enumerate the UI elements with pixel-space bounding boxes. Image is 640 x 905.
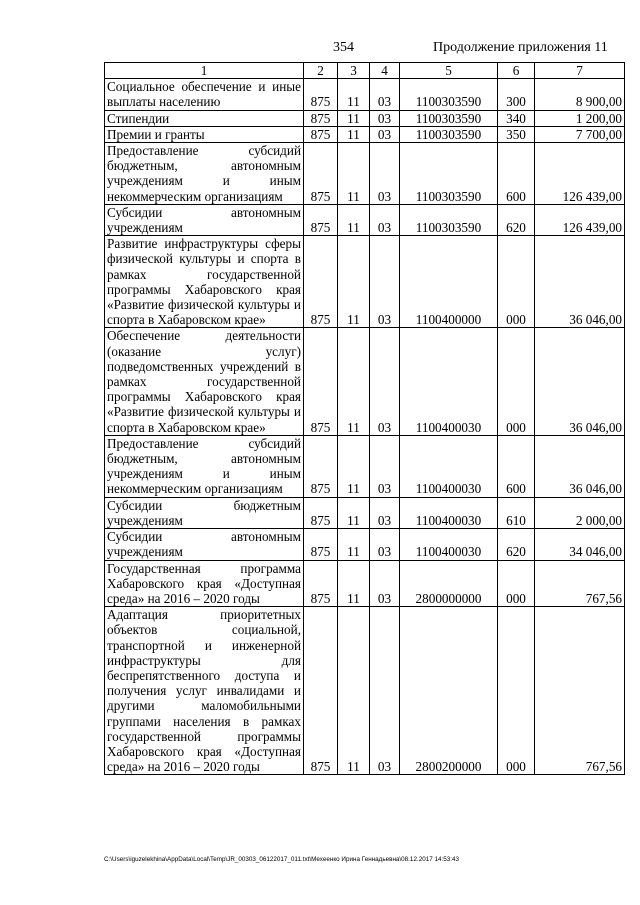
cell-amount: 34 046,00 <box>535 529 625 560</box>
cell-target-article: 1100400030 <box>400 328 498 435</box>
budget-table <box>104 62 625 775</box>
cell-target-article: 1100400030 <box>400 529 498 560</box>
cell-target-article: 1100303590 <box>400 126 498 142</box>
row-name: Предоставление субсидий бюджетным, автономным учреждениям и иным некоммерческим организациям <box>105 435 304 497</box>
cell-section: 11 <box>338 126 370 142</box>
cell-section: 11 <box>338 560 370 607</box>
cell-code: 875 <box>304 79 338 110</box>
cell-section: 11 <box>338 143 370 205</box>
cell-code: 875 <box>304 236 338 328</box>
cell-amount: 8 900,00 <box>535 79 625 110</box>
cell-subsection: 03 <box>370 607 400 775</box>
cell-expense-type: 610 <box>498 497 535 528</box>
cell-expense-type: 620 <box>498 204 535 235</box>
cell-target-article: 1100400000 <box>400 236 498 328</box>
cell-amount: 7 700,00 <box>535 126 625 142</box>
row-name: Субсидии автономным учреждениям <box>105 529 304 560</box>
table-row <box>105 607 625 775</box>
column-header-7: 7 <box>535 63 625 79</box>
cell-section: 11 <box>338 328 370 435</box>
table-row <box>105 110 625 126</box>
cell-subsection: 03 <box>370 143 400 205</box>
column-header-6: 6 <box>498 63 535 79</box>
cell-amount: 126 439,00 <box>535 143 625 205</box>
cell-section: 11 <box>338 607 370 775</box>
cell-expense-type: 600 <box>498 143 535 205</box>
cell-subsection: 03 <box>370 110 400 126</box>
row-name: Предоставление субсидий бюджетным, автономным учреждениям и иным некоммерческим организациям <box>105 143 304 205</box>
column-header-1: 1 <box>105 63 304 79</box>
cell-expense-type: 000 <box>498 328 535 435</box>
cell-section: 11 <box>338 204 370 235</box>
cell-code: 875 <box>304 328 338 435</box>
row-name: Премии и гранты <box>105 126 304 142</box>
cell-amount: 767,56 <box>535 607 625 775</box>
cell-subsection: 03 <box>370 236 400 328</box>
cell-target-article: 1100400030 <box>400 435 498 497</box>
row-name: Стипендии <box>105 110 304 126</box>
cell-expense-type: 600 <box>498 435 535 497</box>
cell-target-article: 1100303590 <box>400 79 498 110</box>
cell-target-article: 1100303590 <box>400 143 498 205</box>
cell-target-article: 1100303590 <box>400 204 498 235</box>
cell-target-article: 1100400030 <box>400 497 498 528</box>
cell-amount: 126 439,00 <box>535 204 625 235</box>
page-number: 354 <box>333 40 354 55</box>
table-row <box>105 79 625 110</box>
cell-section: 11 <box>338 236 370 328</box>
cell-target-article: 2800000000 <box>400 560 498 607</box>
table-row <box>105 328 625 435</box>
cell-expense-type: 000 <box>498 560 535 607</box>
appendix-continuation-title: Продолжение приложения 11 <box>433 40 608 55</box>
table-row <box>105 529 625 560</box>
cell-expense-type: 000 <box>498 607 535 775</box>
cell-section: 11 <box>338 435 370 497</box>
cell-subsection: 03 <box>370 79 400 110</box>
cell-section: 11 <box>338 110 370 126</box>
column-header-3: 3 <box>338 63 370 79</box>
cell-section: 11 <box>338 497 370 528</box>
column-header-5: 5 <box>400 63 498 79</box>
cell-amount: 36 046,00 <box>535 236 625 328</box>
cell-subsection: 03 <box>370 435 400 497</box>
cell-expense-type: 350 <box>498 126 535 142</box>
row-name: Развитие инфраструктуры сферы физической культуры и спорта в рамках государственной программы Хабаровского края «Развитие физической культуры и спорта в Хабаровском крае» <box>105 236 304 328</box>
table-row <box>105 497 625 528</box>
table-row <box>105 204 625 235</box>
row-name: Социальное обеспечение и иные выплаты населению <box>105 79 304 110</box>
cell-expense-type: 000 <box>498 236 535 328</box>
cell-subsection: 03 <box>370 204 400 235</box>
cell-subsection: 03 <box>370 560 400 607</box>
cell-code: 875 <box>304 560 338 607</box>
cell-expense-type: 300 <box>498 79 535 110</box>
cell-target-article: 2800200000 <box>400 607 498 775</box>
cell-section: 11 <box>338 529 370 560</box>
column-header-2: 2 <box>304 63 338 79</box>
cell-code: 875 <box>304 435 338 497</box>
cell-section: 11 <box>338 79 370 110</box>
footer-file-path: C:\Users\iguzelekhina\AppData\Local\Temp\JR_00303_06122017_011.txt\Мехеенко Ирина Геннадьевна\08.12.2017 14:53:43 <box>104 856 459 863</box>
table-row <box>105 435 625 497</box>
cell-subsection: 03 <box>370 497 400 528</box>
cell-subsection: 03 <box>370 126 400 142</box>
cell-code: 875 <box>304 110 338 126</box>
cell-amount: 36 046,00 <box>535 328 625 435</box>
cell-amount: 2 000,00 <box>535 497 625 528</box>
cell-code: 875 <box>304 529 338 560</box>
cell-subsection: 03 <box>370 529 400 560</box>
table-row <box>105 143 625 205</box>
table-row <box>105 560 625 607</box>
cell-subsection: 03 <box>370 328 400 435</box>
row-name: Субсидии бюджетным учреждениям <box>105 497 304 528</box>
cell-code: 875 <box>304 143 338 205</box>
cell-code: 875 <box>304 204 338 235</box>
cell-amount: 36 046,00 <box>535 435 625 497</box>
row-name: Адаптация приоритетных объектов социальной, транспортной и инженерной инфраструктуры для беспрепятственного доступа и получения услуг инвалидами и другими маломобильными группами населения в рамках государственной программы Хабаровского края «Доступная среда» на 2016 – 2020 годы <box>105 607 304 775</box>
cell-code: 875 <box>304 607 338 775</box>
table-body <box>105 79 625 775</box>
row-name: Государственная программа Хабаровского края «Доступная среда» на 2016 – 2020 годы <box>105 560 304 607</box>
cell-amount: 1 200,00 <box>535 110 625 126</box>
cell-expense-type: 340 <box>498 110 535 126</box>
cell-target-article: 1100303590 <box>400 110 498 126</box>
table-row <box>105 236 625 328</box>
table-header-row <box>105 63 625 79</box>
cell-amount: 767,56 <box>535 560 625 607</box>
cell-code: 875 <box>304 126 338 142</box>
row-name: Обеспечение деятельности (оказание услуг) подведомственных учреждений в рамках государственной программы Хабаровского края «Развитие физической культуры и спорта в Хабаровском крае» <box>105 328 304 435</box>
column-header-4: 4 <box>370 63 400 79</box>
cell-expense-type: 620 <box>498 529 535 560</box>
cell-code: 875 <box>304 497 338 528</box>
row-name: Субсидии автономным учреждениям <box>105 204 304 235</box>
table-row <box>105 126 625 142</box>
